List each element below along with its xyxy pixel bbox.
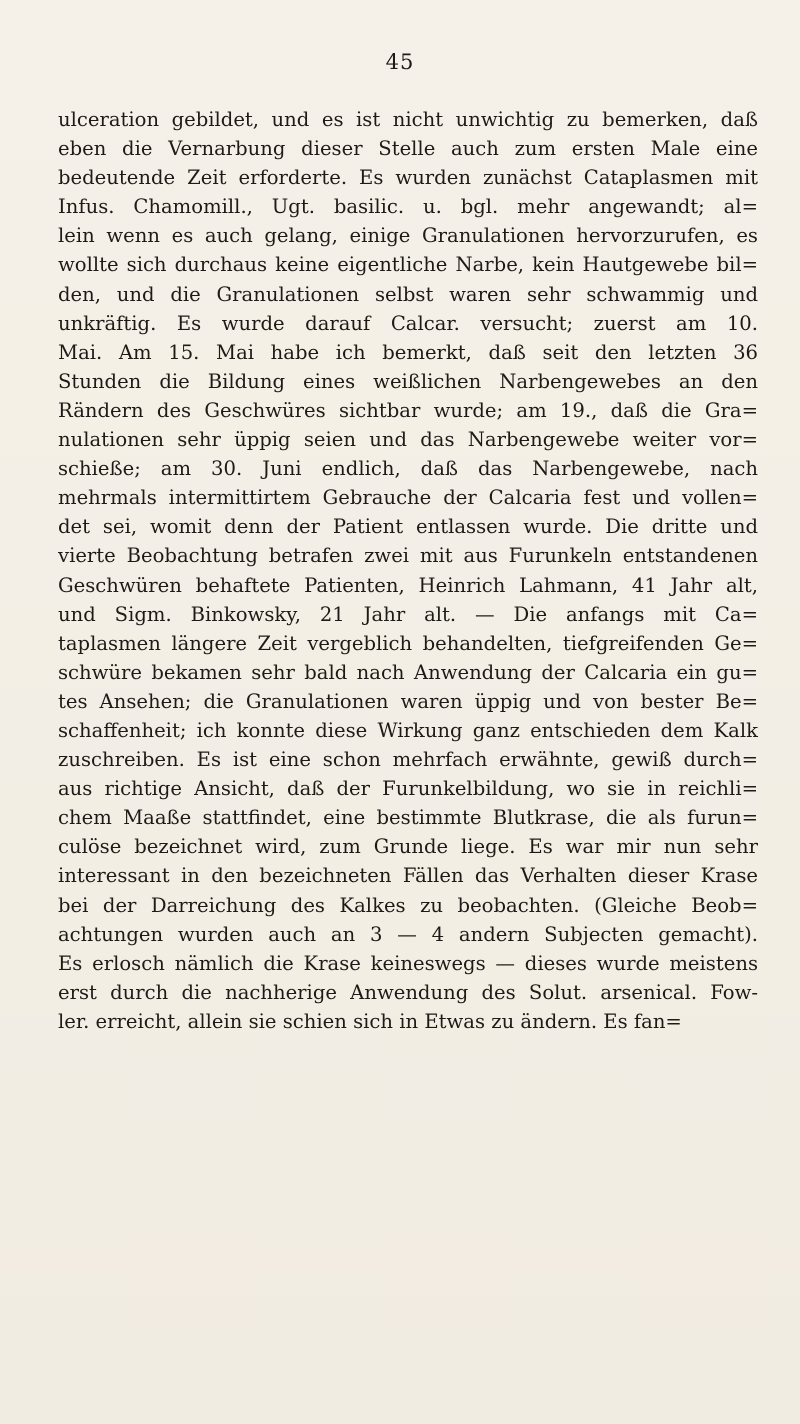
- text-line: mehrmals intermittirtem Gebrauche der Calcaria fest und vollen=: [58, 486, 758, 510]
- text-line: Infus. Chamomill., Ugt. basilic. u. bgl. mehr angewandt; al=: [58, 195, 758, 219]
- text-line: ler. erreicht, allein sie schien sich in Etwas zu ändern. Es fan=: [58, 1009, 682, 1033]
- text-line: det sei, womit denn der Patient entlassen wurde. Die dritte und: [58, 515, 758, 539]
- text-line: wollte sich durchaus keine eigentliche Narbe, kein Hautgewebe bil=: [58, 253, 758, 277]
- text-line: Rändern des Geschwüres sichtbar wurde; am 19., daß die Gra=: [58, 398, 758, 422]
- text-line: Es erlosch nämlich die Krase keineswegs — dieses wurde meistens: [58, 951, 758, 975]
- text-line: Mai. Am 15. Mai habe ich bemerkt, daß seit den letzten 36: [58, 340, 758, 364]
- text-line: tes Ansehen; die Granulationen waren üppig und von bester Be=: [58, 689, 758, 713]
- text-line: nulationen sehr üppig seien und das Narbengewebe weiter vor=: [58, 428, 758, 452]
- text-line: schwüre bekamen sehr bald nach Anwendung der Calcaria ein gu=: [58, 660, 758, 684]
- text-line: Stunden die Bildung eines weißlichen Narbengewebes an den: [58, 369, 758, 393]
- text-line: achtungen wurden auch an 3 — 4 andern Subjecten gemacht).: [58, 922, 758, 946]
- body-text: [58, 105, 758, 1036]
- text-line: zuschreiben. Es ist eine schon mehrfach erwähnte, gewiß durch=: [58, 748, 758, 772]
- text-line: ulceration gebildet, und es ist nicht unwichtig zu bemerken, daß: [58, 108, 758, 131]
- text-line: schaffenheit; ich konnte diese Wirkung ganz entschieden dem Kalk: [58, 718, 758, 742]
- text-line: taplasmen längere Zeit vergeblich behandelten, tiefgreifenden Ge=: [58, 631, 758, 655]
- text-line: culöse bezeichnet wird, zum Grunde liege. Es war mir nun sehr: [58, 835, 758, 859]
- text-line: lein wenn es auch gelang, einige Granulationen hervorzurufen, es: [58, 224, 758, 248]
- text-line: bei der Darreichung des Kalkes zu beobachten. (Gleiche Beob=: [58, 893, 758, 917]
- text-line: erst durch die nachherige Anwendung des Solut. arsenical. Fow-: [58, 980, 758, 1004]
- text-line: vierte Beobachtung betrafen zwei mit aus Furunkeln entstandenen: [58, 544, 758, 568]
- text-line: und Sigm. Binkowsky, 21 Jahr alt. — Die anfangs mit Ca=: [58, 602, 758, 626]
- text-line: schieße; am 30. Juni endlich, daß das Narbengewebe, nach: [58, 457, 758, 481]
- text-line: unkräftig. Es wurde darauf Calcar. versucht; zuerst am 10.: [58, 311, 758, 335]
- text-line: interessant in den bezeichneten Fällen das Verhalten dieser Krase: [58, 864, 758, 888]
- text-line: aus richtige Ansicht, daß der Furunkelbildung, wo sie in reichli=: [58, 777, 758, 801]
- text-line: den, und die Granulationen selbst waren sehr schwammig und: [58, 282, 758, 306]
- page-number: 45: [385, 50, 415, 74]
- text-line: bedeutende Zeit erforderte. Es wurden zunächst Cataplasmen mit: [58, 166, 758, 190]
- text-line: Geschwüren behaftete Patienten, Heinrich Lahmann, 41 Jahr alt,: [58, 573, 758, 597]
- text-line: chem Maaße stattfindet, eine bestimmte Blutkrase, die als furun=: [58, 806, 758, 830]
- text-line: eben die Vernarbung dieser Stelle auch zum ersten Male eine: [58, 137, 758, 161]
